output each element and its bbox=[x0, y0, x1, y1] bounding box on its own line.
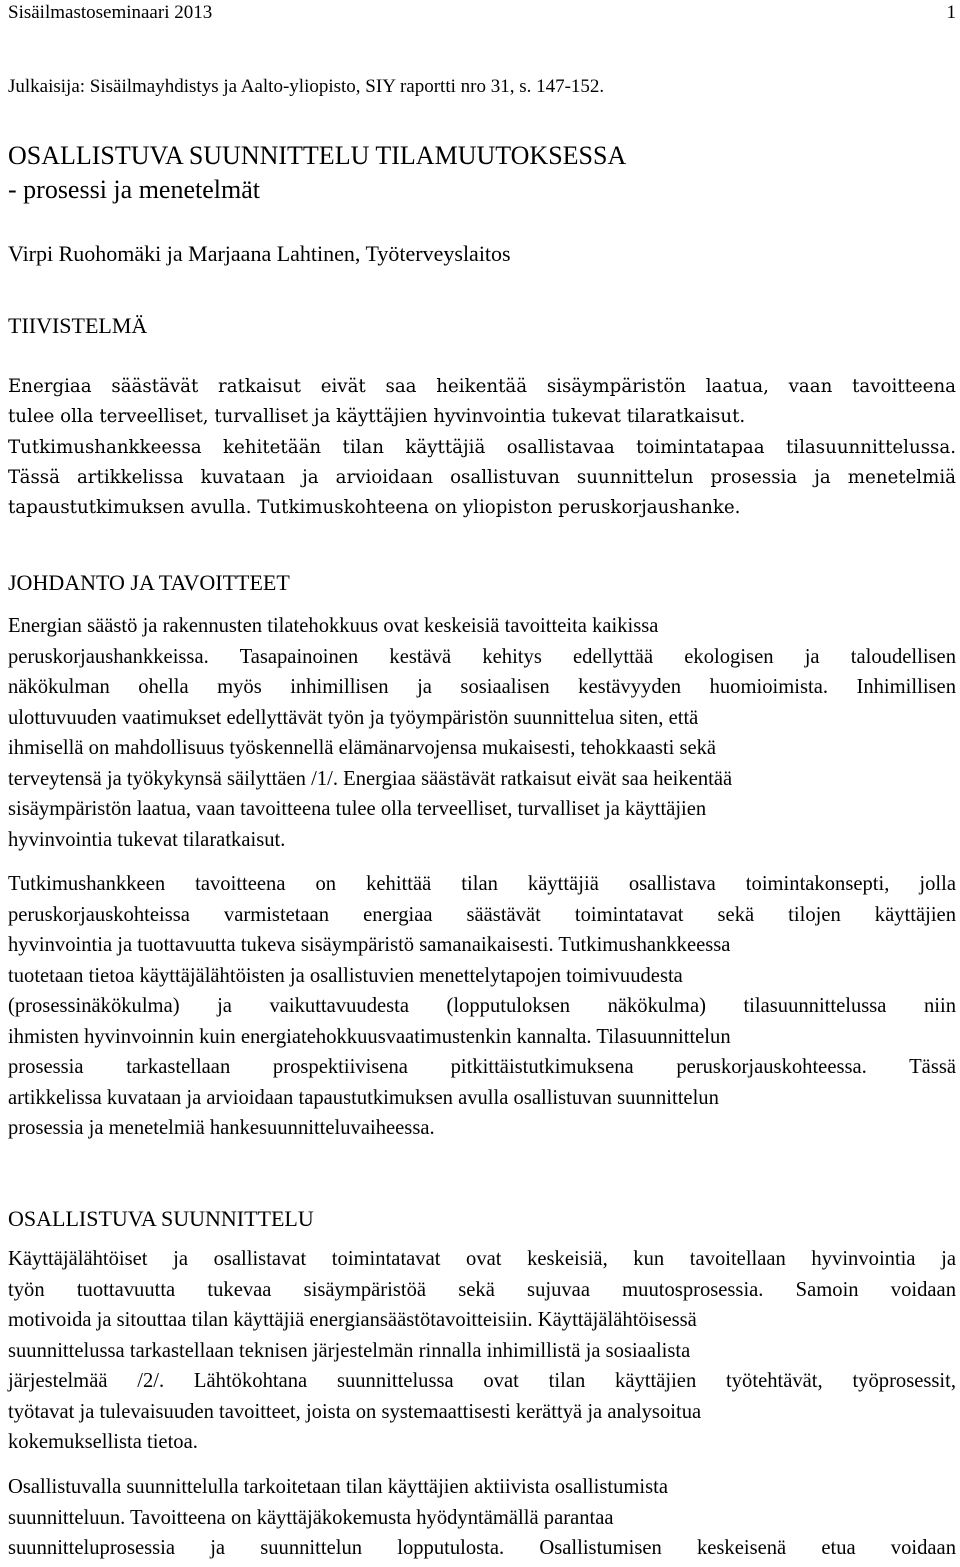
text-line: terveytensä ja työkykynsä säilyttäen /1/. Energiaa säästävät ratkaisut eivät saa heikentää bbox=[8, 767, 733, 790]
intro-heading: JOHDANTO JA TAVOITTEET bbox=[8, 570, 290, 595]
participatory-paragraph-2 bbox=[8, 1472, 956, 1564]
intro-paragraph-1 bbox=[8, 611, 956, 855]
text-line: ulottuvuuden vaatimukset edellyttävät työn ja työympäristön suunnittelua siten, että bbox=[8, 706, 699, 729]
text-line: prosessia tarkastellaan prospektiivisena pitkittäistutkimuksena peruskorjauskohteessa. Tässä bbox=[8, 1056, 956, 1078]
text-line: peruskorjaushankkeissa. Tasapainoinen kestävä kehitys edellyttää ekologisen ja taloudellisen bbox=[8, 645, 956, 668]
text-line: Käyttäjälähtöiset ja osallistavat toimintatavat ovat keskeisiä, kun tavoitellaan hyvinvointia ja bbox=[8, 1248, 956, 1270]
text-line: tuotetaan tietoa käyttäjälähtöisten ja osallistuvien menettelytapojen toimivuudesta bbox=[8, 964, 683, 987]
text-line: tapaustutkimuksen avulla. Tutkimuskohteena on yliopiston peruskorjaushanke. bbox=[8, 497, 741, 519]
text-line: hyvinvointia tukevat tilaratkaisut. bbox=[8, 828, 286, 851]
text-line: peruskorjauskohteissa varmistetaan energiaa säästävät toimintatavat sekä tilojen käyttäjien bbox=[8, 903, 956, 926]
text-line: näkökulman ohella myös inhimillisen ja sosiaalisen kestävyyden huomioimista. Inhimillisen bbox=[8, 676, 956, 698]
text-line: Energian säästö ja rakennusten tilatehokkuus ovat keskeisiä tavoitteita kaikissa bbox=[8, 615, 659, 637]
text-line: kokemuksellista tietoa. bbox=[8, 1431, 198, 1453]
intro-paragraph-2 bbox=[8, 869, 956, 1144]
authors: Virpi Ruohomäki ja Marjaana Lahtinen, Työterveyslaitos bbox=[8, 241, 511, 266]
publisher-line: Julkaisija: Sisäilmayhdistys ja Aalto-yliopisto, SIY raportti nro 31, s. 147-152. bbox=[8, 76, 605, 97]
text-line: (prosessinäkökulma) ja vaikuttavuudesta (lopputuloksen näkökulma) tilasuunnittelussa niin bbox=[8, 995, 956, 1017]
participatory-paragraph-1 bbox=[8, 1244, 956, 1458]
text-line: Energiaa säästävät ratkaisut eivät saa heikentää sisäympäristön laatua, vaan tavoitteena bbox=[8, 376, 956, 397]
text-line: artikkelissa kuvataan ja arvioidaan tapaustutkimuksen avulla osallistuvan suunnittelun bbox=[8, 1086, 719, 1109]
participatory-heading: OSALLISTUVA SUUNNITTELU bbox=[8, 1206, 314, 1231]
page-number: 1 bbox=[946, 2, 956, 23]
text-line: Tutkimushankkeen tavoitteena on kehittää tilan käyttäjiä osallistava toimintakonsepti, jolla bbox=[8, 873, 956, 895]
text-line: sisäympäristön laatua, vaan tavoitteena tulee olla terveelliset, turvalliset ja käyttäjien bbox=[8, 798, 707, 820]
text-line: työn tuottavuutta tukevaa sisäympäristöä sekä sujuvaa muutosprosessia. Samoin voidaan bbox=[8, 1278, 956, 1301]
text-line: Tutkimushankkeessa kehitetään tilan käyttäjiä osallistavaa toimintatapaa tilasuunnittelussa. bbox=[8, 436, 956, 458]
text-line: Osallistuvalla suunnittelulla tarkoitetaan tilan käyttäjien aktiivista osallistumista bbox=[8, 1476, 669, 1498]
title-line-2: - prosessi ja menetelmät bbox=[8, 175, 260, 204]
abstract-text bbox=[8, 372, 956, 523]
text-line: suunnitteluun. Tavoitteena on käyttäjäkokemusta hyödyntämällä parantaa bbox=[8, 1506, 614, 1529]
abstract-heading: TIIVISTELMÄ bbox=[8, 313, 148, 338]
text-line: järjestelmää /2/. Lähtökohtana suunnittelussa ovat tilan käyttäjien työtehtävät, työprosessit, bbox=[8, 1370, 956, 1392]
text-line: suunnitteluprosessia ja suunnittelun lopputulosta. Osallistumisen keskeisenä etua voidaan bbox=[8, 1537, 956, 1559]
text-line: Tässä artikkelissa kuvataan ja arvioidaan osallistuvan suunnittelun prosessia ja menetelmiä bbox=[8, 466, 956, 488]
title-line-1: OSALLISTUVA SUUNNITTELU TILAMUUTOKSESSA bbox=[8, 141, 627, 170]
text-line: työtavat ja tulevaisuuden tavoitteet, joista on systemaattisesti kerättyä ja analysoitua bbox=[8, 1400, 702, 1423]
paper-title bbox=[8, 139, 626, 207]
running-header bbox=[8, 0, 956, 26]
text-line: suunnittelussa tarkastellaan teknisen järjestelmän rinnalla inhimillistä ja sosiaalista bbox=[8, 1339, 691, 1362]
text-line: prosessia ja menetelmiä hankesuunnitteluvaiheessa. bbox=[8, 1117, 435, 1139]
text-line: ihmisellä on mahdollisuus työskennellä elämänarvojensa mukaisesti, tehokkaasti sekä bbox=[8, 737, 717, 759]
text-line: hyvinvointia ja tuottavuutta tukeva sisäympäristö samanaikaisesti. Tutkimushankkeessa bbox=[8, 934, 731, 956]
text-line: ihmisten hyvinvoinnin kuin energiatehokkuusvaatimustenkin kannalta. Tilasuunnittelun bbox=[8, 1025, 731, 1048]
text-line: motivoida ja sitouttaa tilan käyttäjiä energiansäästötavoitteisiin. Käyttäjälähtöisessä bbox=[8, 1309, 697, 1331]
text-line: tulee olla terveelliset, turvalliset ja käyttäjien hyvinvointia tukevat tilaratkaisut. bbox=[8, 406, 746, 428]
conference-name: Sisäilmastoseminaari 2013 bbox=[8, 2, 213, 23]
